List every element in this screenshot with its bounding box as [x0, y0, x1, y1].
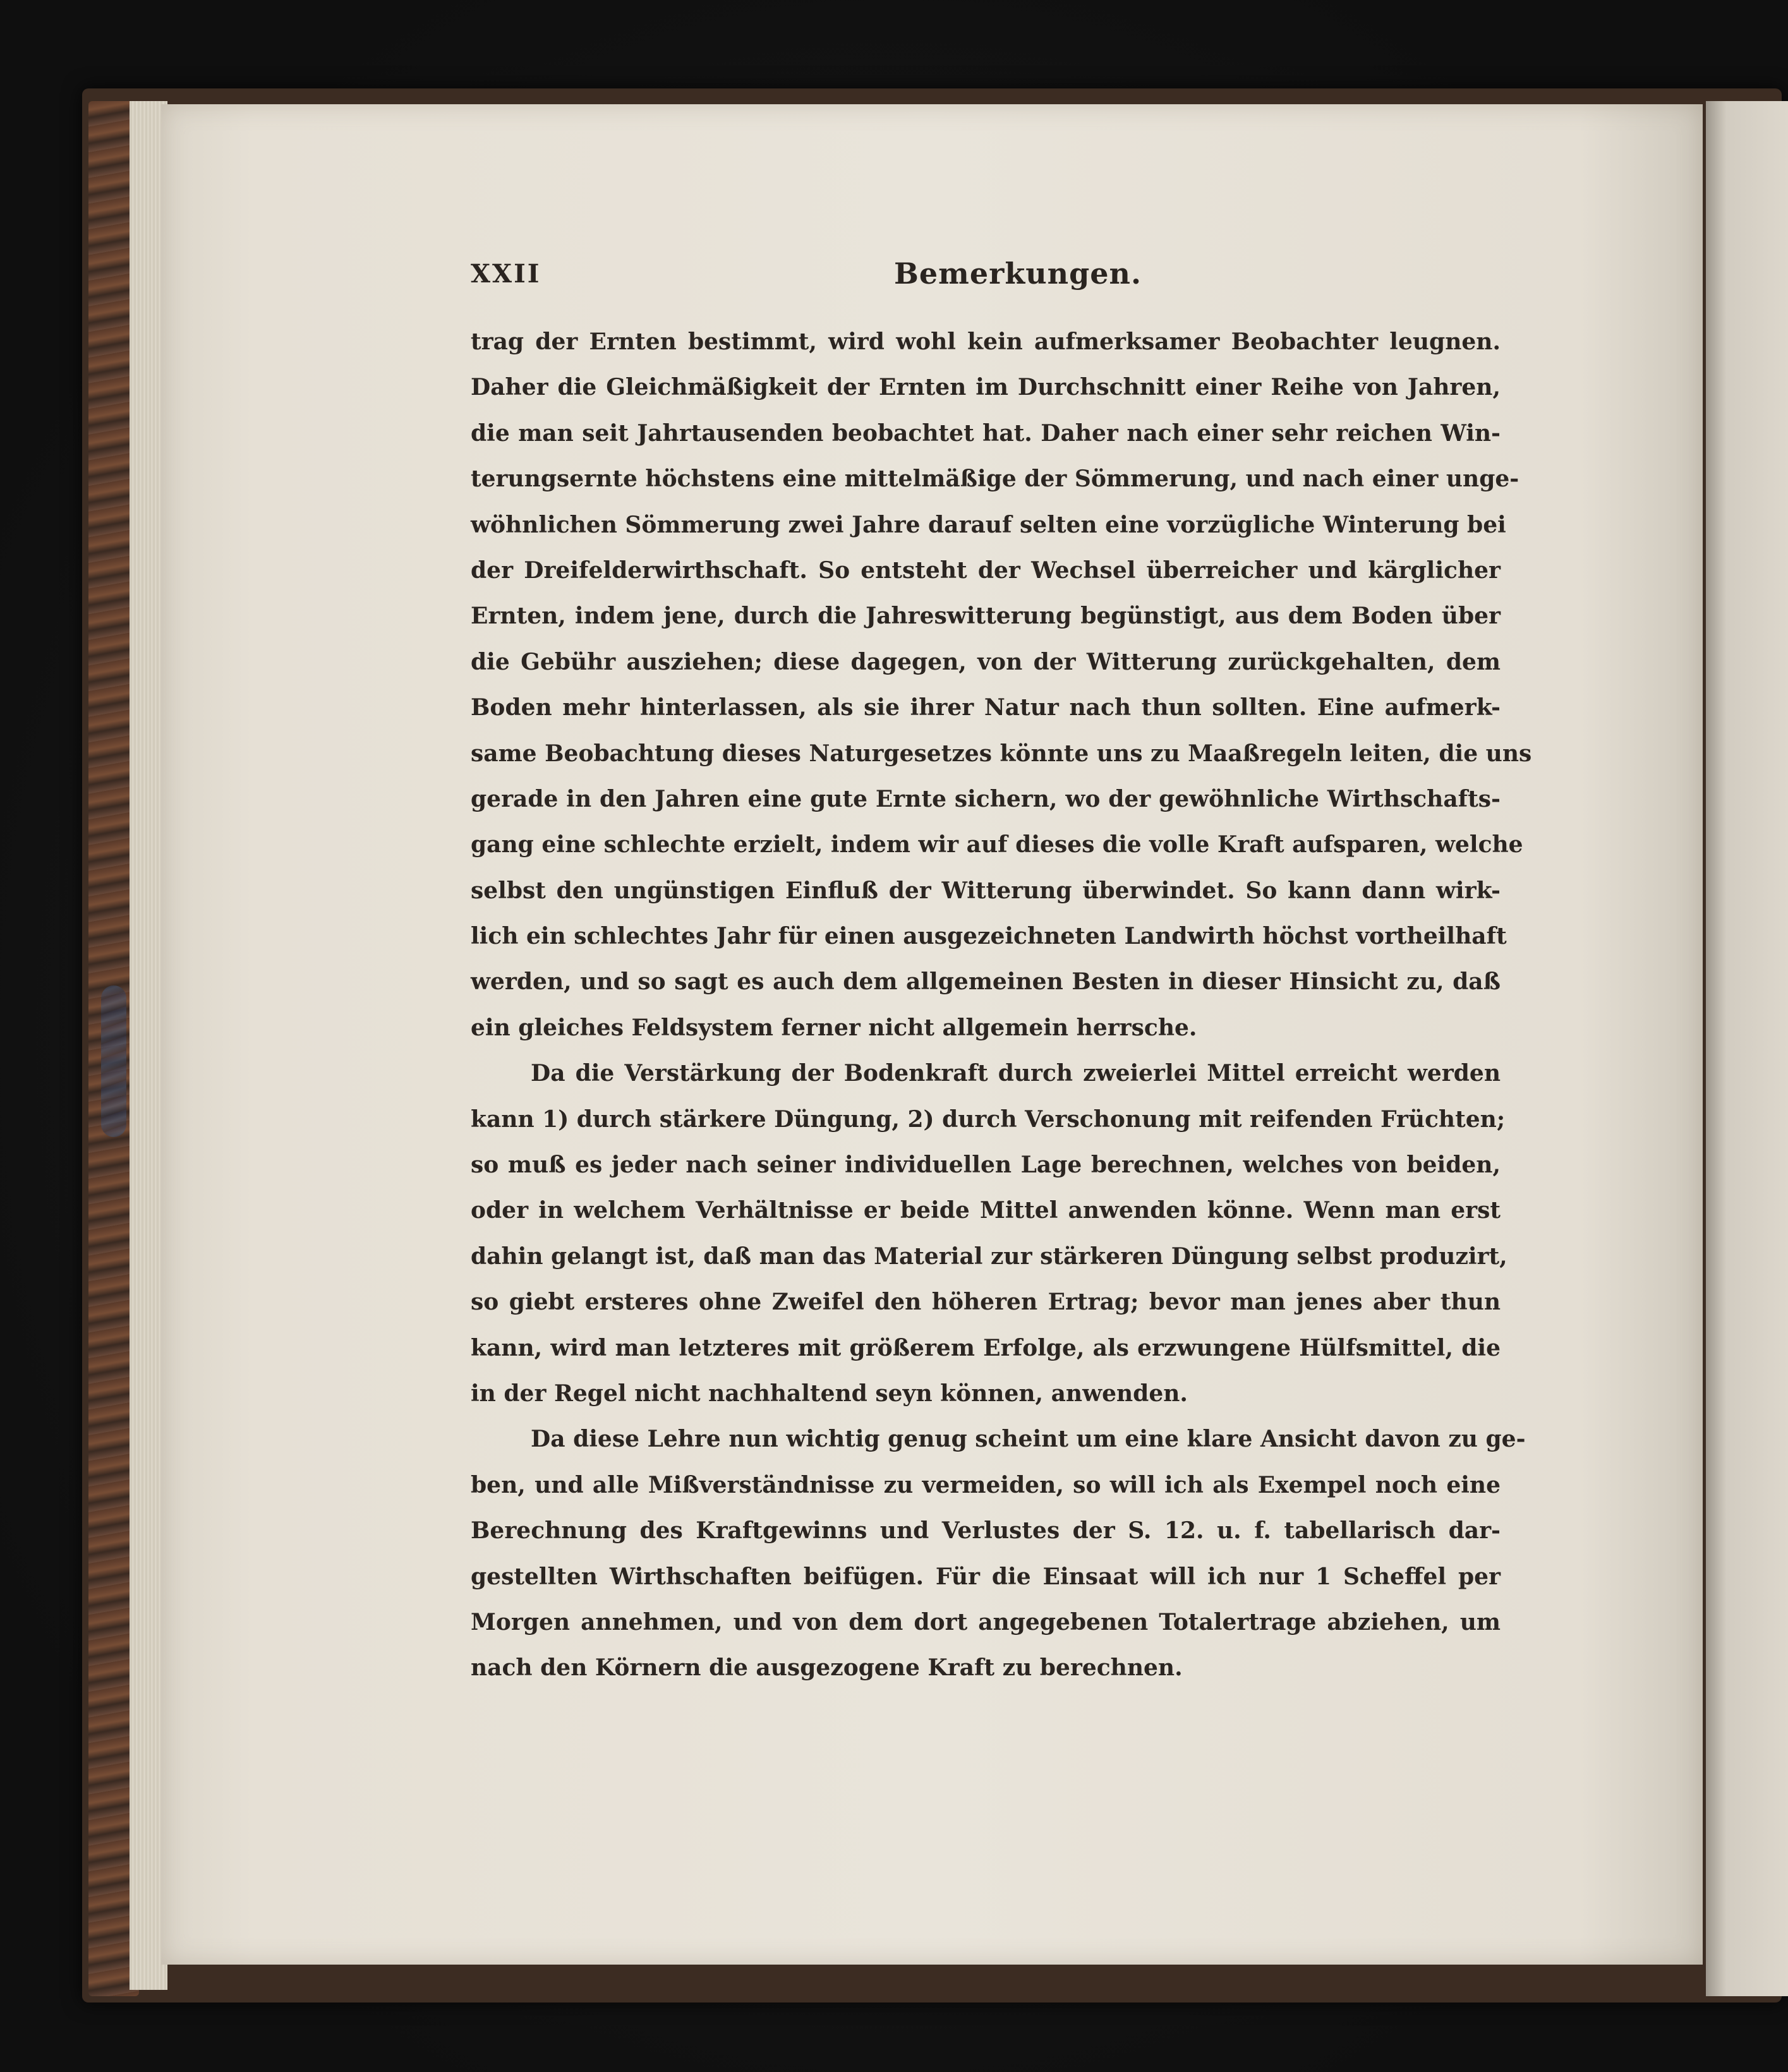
text-line: oder in welchem Verhältnisse er beide Mittel anwenden könne. Wenn man erst	[471, 1197, 1501, 1224]
text-line: nach den Körnern die ausgezogene Kraft zu berechnen.	[471, 1654, 1183, 1682]
text-line: kann, wird man letzteres mit größerem Erfolge, als erzwungene Hülfsmittel, die	[471, 1334, 1501, 1361]
paragraph-1	[471, 319, 1532, 1051]
text-line: wöhnlichen Sömmerung zwei Jahre darauf selten eine vorzügliche Winterung bei	[471, 511, 1506, 538]
text-line: kann 1) durch stärkere Düngung, 2) durch Verschonung mit reifenden Früchten;	[471, 1105, 1506, 1133]
text-line: ein gleiches Feldsystem ferner nicht allgemein herrsche.	[471, 1014, 1197, 1041]
text-line: die man seit Jahrtausenden beobachtet hat. Daher nach einer sehr reichen Win-	[471, 419, 1501, 447]
text-line: same Beobachtung dieses Naturgesetzes könnte uns zu Maaßregeln leiten, die uns	[471, 740, 1532, 767]
text-line: Ernten, indem jene, durch die Jahreswitterung begünstigt, aus dem Boden über	[471, 603, 1501, 630]
text-line: Berechnung des Kraftgewinns und Verlustes der S. 12. u. f. tabellarisch dar-	[471, 1517, 1501, 1545]
text-line: werden, und so sagt es auch dem allgemeinen Besten in dieser Hinsicht zu, daß	[471, 968, 1501, 996]
text-line: die Gebühr ausziehen; diese dagegen, von der Witterung zurückgehalten, dem	[471, 648, 1501, 675]
text-line: der Dreifelderwirthschaft. So entsteht der Wechsel überreicher und kärglicher	[471, 557, 1501, 584]
text-line: so muß es jeder nach seiner individuellen Lage berechnen, welches von beiden,	[471, 1152, 1501, 1179]
running-title: Bemerkungen.	[894, 256, 1142, 291]
text-line: in der Regel nicht nachhaltend seyn können, anwenden.	[471, 1380, 1188, 1407]
text-line: lich ein schlechtes Jahr für einen ausgezeichneten Landwirth höchst vortheilhaft	[471, 923, 1507, 950]
page-header	[471, 256, 1494, 303]
body-text	[471, 319, 1532, 1691]
text-line: gestellten Wirthschaften beifügen. Für die Einsaat will ich nur 1 Scheffel per	[471, 1563, 1501, 1590]
text-line: gerade in den Jahren eine gute Ernte sichern, wo der gewöhnliche Wirthschafts-	[471, 785, 1501, 812]
text-line: gang eine schlechte erzielt, indem wir auf dieses die volle Kraft aufsparen, welche	[471, 831, 1523, 858]
text-line: Da die Verstärkung der Bodenkraft durch zweierlei Mittel erreicht werden	[531, 1060, 1501, 1087]
page-number: XXII	[471, 259, 541, 289]
text-line: trag der Ernten bestimmt, wird wohl kein aufmerksamer Beobachter leugnen.	[471, 328, 1501, 355]
text-line: terungsernte höchstens eine mittelmäßige der Sömmerung, und nach einer unge-	[471, 466, 1519, 493]
text-line: Morgen annehmen, und von dem dort angegebenen Totalertrage abziehen, um	[471, 1608, 1501, 1635]
text-line: so giebt ersteres ohne Zweifel den höheren Ertrag; bevor man jenes aber thun	[471, 1289, 1501, 1316]
text-line: Boden mehr hinterlassen, als sie ihrer Natur nach thun sollten. Eine aufmerk-	[471, 694, 1501, 721]
text-line: Daher die Gleichmäßigkeit der Ernten im Durchschnitt einer Reihe von Jahren,	[471, 374, 1501, 401]
paragraph-2	[471, 1051, 1507, 1416]
text-line: selbst den ungünstigen Einfluß der Witterung überwindet. So kann dann wirk-	[471, 877, 1501, 904]
text-line: Da diese Lehre nun wichtig genug scheint um eine klare Ansicht davon zu ge-	[531, 1426, 1526, 1453]
text-line: ben, und alle Mißverständnisse zu vermeiden, so will ich als Exempel noch eine	[471, 1471, 1501, 1498]
paragraph-3	[471, 1416, 1526, 1690]
facing-page-edge	[1706, 101, 1788, 1996]
text-line: dahin gelangt ist, daß man das Material zur stärkeren Düngung selbst produzirt,	[471, 1243, 1507, 1270]
